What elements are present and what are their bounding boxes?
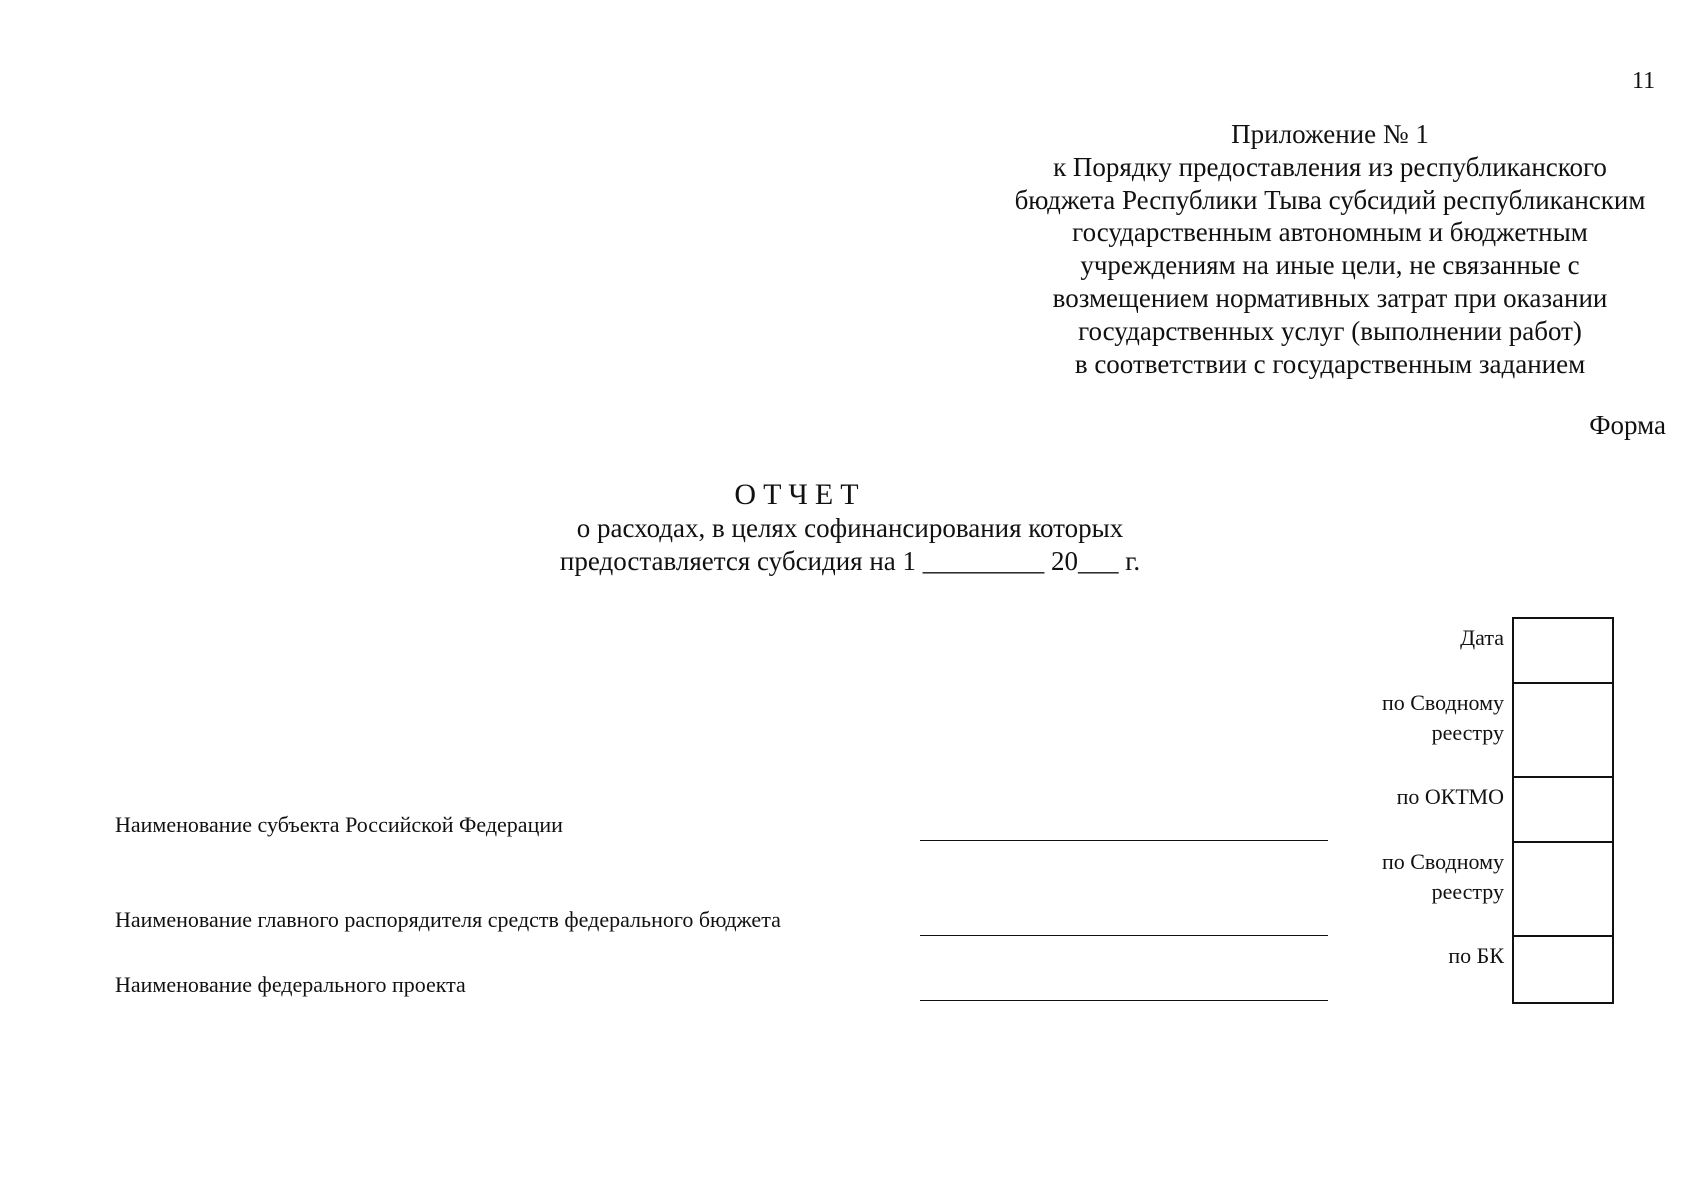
code-cell-registry[interactable] — [1514, 684, 1612, 778]
form-label: Форма — [1589, 410, 1666, 440]
page-number: 11 — [1632, 68, 1656, 94]
code-label-line: по ОКТМО — [1396, 784, 1504, 809]
report-subtitle-line: предоставляется субсидия на 1 _________ 20___ г. — [559, 546, 1141, 576]
appendix-line: бюджета Республики Тыва субсидий республиканским — [1014, 184, 1646, 215]
appendix-line: учреждениям на иные цели, не связанные с — [1080, 250, 1580, 281]
report-subtitle-line: о расходах, в целях софинансирования которых — [576, 513, 1124, 543]
appendix-line: возмещением нормативных затрат при оказании — [1052, 282, 1608, 313]
field-label-manager: Наименование главного распорядителя средств федерального бюджета — [115, 907, 781, 932]
code-cell-date[interactable] — [1514, 619, 1612, 684]
code-label-registry — [1264, 688, 1504, 748]
code-label-oktmo — [1264, 782, 1504, 812]
appendix-block — [960, 118, 1697, 380]
codes-box — [1512, 617, 1614, 1004]
code-label-bk — [1264, 941, 1504, 971]
appendix-line: в соответствии с государственным заданием — [1074, 348, 1586, 379]
field-label-project: Наименование федерального проекта — [115, 972, 466, 997]
code-label-line: Дата — [1460, 625, 1504, 650]
report-title: ОТЧЕТ — [734, 478, 866, 511]
field-line-project[interactable] — [920, 1000, 1328, 1001]
code-label-date — [1264, 623, 1504, 653]
code-label-line: реестру — [1431, 720, 1504, 745]
report-subtitle — [400, 512, 1300, 578]
appendix-line: к Порядку предоставления из республиканского — [1053, 151, 1607, 182]
code-label-line: по БК — [1448, 943, 1504, 968]
code-label-registry-2 — [1264, 847, 1504, 907]
code-label-line: по Сводному — [1381, 690, 1504, 715]
field-line-manager[interactable] — [920, 935, 1328, 936]
code-cell-registry-2[interactable] — [1514, 843, 1612, 937]
appendix-line: государственным автономным и бюджетным — [1072, 217, 1588, 248]
code-label-line: реестру — [1431, 879, 1504, 904]
code-cell-oktmo[interactable] — [1514, 778, 1612, 843]
code-label-line: по Сводному — [1381, 849, 1504, 874]
appendix-line: государственных услуг (выполнении работ) — [1078, 315, 1582, 346]
code-cell-bk[interactable] — [1514, 937, 1612, 1002]
field-label-subject: Наименование субъекта Российской Федерации — [115, 812, 563, 837]
appendix-line: Приложение № 1 — [1231, 119, 1429, 149]
field-line-subject[interactable] — [920, 840, 1328, 841]
